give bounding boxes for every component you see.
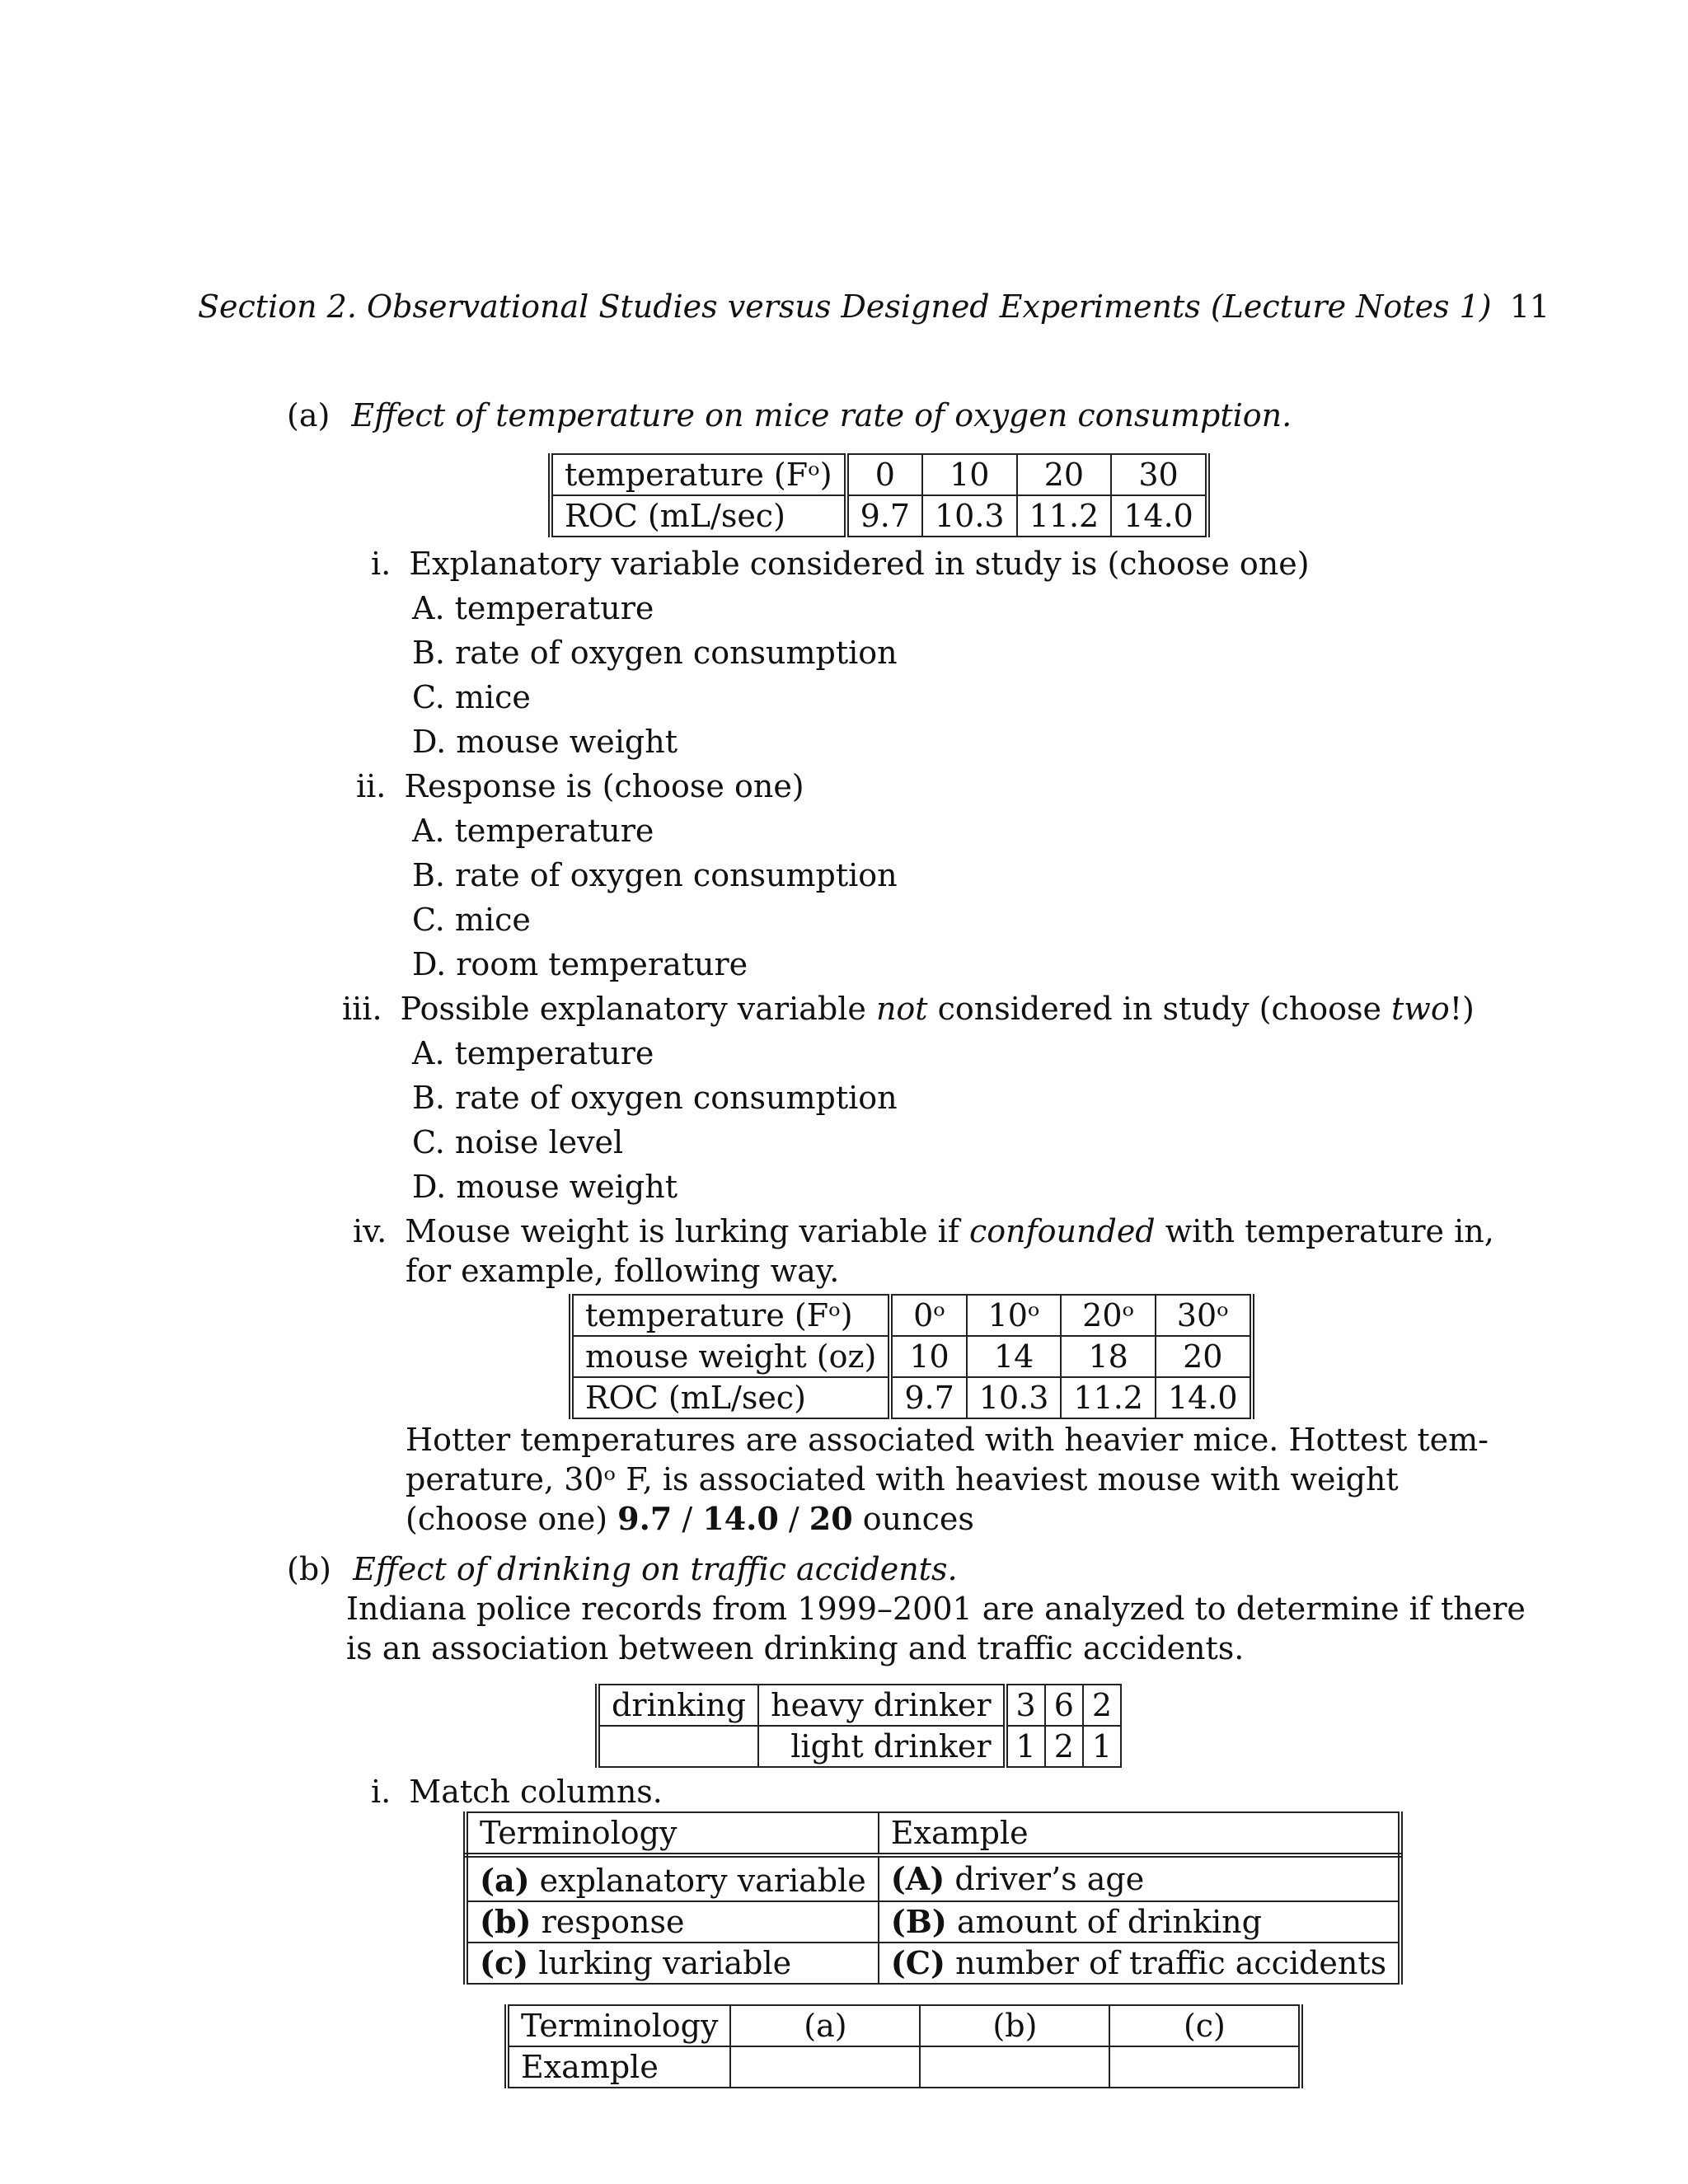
confounding-table: [569, 1294, 1254, 1419]
table-row: temperature (Fᵒ) 0 10 20 30: [551, 454, 1207, 495]
choice-9-7[interactable]: 9.7: [617, 1500, 673, 1537]
choice-20[interactable]: 20: [809, 1500, 853, 1537]
part-b-heading: (b) Effect of drinking on traffic accidents.: [287, 1551, 958, 1587]
option-a-ii-b[interactable]: B. rate of oxygen consumption: [412, 857, 898, 893]
answer-cell-c[interactable]: [1109, 2046, 1301, 2088]
choice-14-0[interactable]: 14.0: [702, 1500, 779, 1537]
question-a-iv-cont: for example, following way.: [406, 1253, 840, 1289]
option-a-iii-b[interactable]: B. rate of oxygen consumption: [412, 1080, 898, 1116]
table-row: Terminology Example: [466, 1812, 1400, 1855]
table-row: light drinker 1 2 1: [598, 1726, 1121, 1767]
header-title: Section 2. Observational Studies versus Designed Experiments (Lecture Notes 1): [198, 288, 1492, 325]
temperature-roc-table: [548, 453, 1210, 537]
table-row: mouse weight (oz) 10 14 18 20: [571, 1336, 1252, 1377]
table-row: Example: [507, 2046, 1301, 2088]
option-a-iii-d[interactable]: D. mouse weight: [412, 1169, 678, 1205]
paragraph-line: Indiana police records from 1999–2001 are analyzed to determine if there: [346, 1591, 1526, 1627]
running-header: [198, 288, 1550, 325]
part-a-heading: (a) Effect of temperature on mice rate of oxygen consumption.: [287, 397, 1292, 434]
paragraph-line: is an association between drinking and traffic accidents.: [346, 1630, 1245, 1666]
option-a-i-a[interactable]: A. temperature: [412, 590, 654, 626]
table-row: drinking heavy drinker 3 6 2: [598, 1685, 1121, 1726]
answer-cell-b[interactable]: [920, 2046, 1109, 2088]
part-a-title: Effect of temperature on mice rate of oxygen consumption.: [351, 397, 1292, 434]
option-a-ii-d[interactable]: D. room temperature: [412, 946, 748, 982]
paragraph-line: perature, 30ᵒ F, is associated with heaviest mouse with weight: [406, 1461, 1399, 1497]
option-a-i-c[interactable]: C. mice: [412, 679, 531, 715]
drinking-table: [595, 1684, 1122, 1768]
option-a-iii-c[interactable]: C. noise level: [412, 1124, 624, 1160]
part-b-title: Effect of drinking on traffic accidents.: [353, 1551, 958, 1587]
table-row: ROC (mL/sec) 9.7 10.3 11.2 14.0: [571, 1377, 1252, 1418]
weight-choice-line: (choose one) 9.7 / 14.0 / 20 ounces: [406, 1500, 974, 1537]
option-a-ii-c[interactable]: C. mice: [412, 902, 531, 938]
answer-table: [504, 2004, 1303, 2088]
option-a-i-d[interactable]: D. mouse weight: [412, 724, 678, 760]
table-row: (c) lurking variable (C) number of traffic accidents: [466, 1943, 1400, 1984]
question-b-i: i. Match columns.: [371, 1774, 663, 1810]
page-number: 11: [1509, 288, 1550, 325]
paragraph-line: Hotter temperatures are associated with heavier mice. Hottest tem-: [406, 1422, 1489, 1458]
table-row: (a) explanatory variable (A) driver’s age: [466, 1855, 1400, 1901]
option-a-iii-a[interactable]: A. temperature: [412, 1035, 654, 1071]
table-row: temperature (Fᵒ) 0ᵒ 10ᵒ 20ᵒ 30ᵒ: [571, 1295, 1252, 1336]
option-a-i-b[interactable]: B. rate of oxygen consumption: [412, 635, 898, 671]
option-a-ii-a[interactable]: A. temperature: [412, 813, 654, 849]
question-a-iii: iii. Possible explanatory variable not considered in study (choose two!): [342, 991, 1475, 1027]
table-row: (b) response (B) amount of drinking: [466, 1901, 1400, 1943]
table-row: ROC (mL/sec) 9.7 10.3 11.2 14.0: [551, 495, 1207, 537]
answer-cell-a[interactable]: [730, 2046, 920, 2088]
question-a-iv: iv. Mouse weight is lurking variable if confounded with temperature in,: [353, 1213, 1494, 1249]
question-a-ii: ii. Response is (choose one): [356, 768, 804, 804]
question-a-i: i. Explanatory variable considered in study is (choose one): [371, 546, 1310, 582]
table-row: Terminology (a) (b) (c): [507, 2005, 1301, 2046]
match-columns-table: [463, 1811, 1403, 1985]
